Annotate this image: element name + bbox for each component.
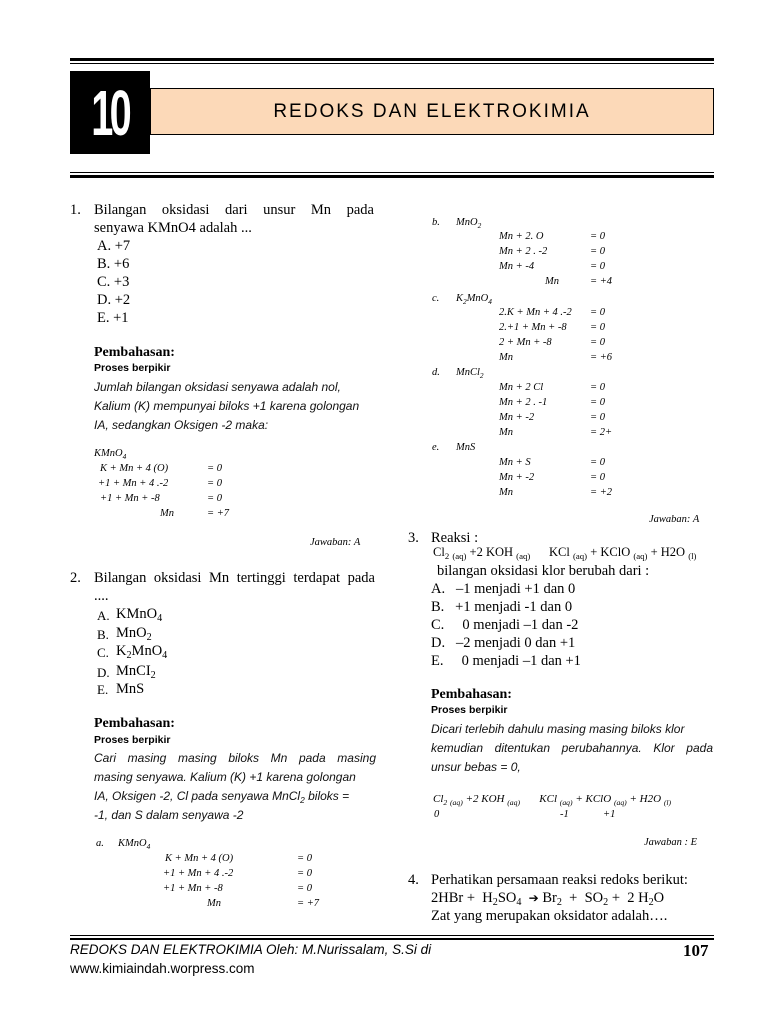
page-number: 107 — [683, 941, 709, 960]
q2-b-line2-left: Mn + 2 . -2 — [499, 246, 548, 257]
q3-expl-line1: Dicari terlebih dahulu masing masing biloks klor — [431, 722, 685, 736]
q3-option-e: E. 0 menjadi –1 dan +1 — [431, 653, 581, 669]
q2-d-label: d. — [432, 367, 440, 378]
q1-proses-label: Proses berpikir — [94, 362, 171, 374]
q2-a-line4-left: Mn — [207, 898, 221, 909]
q2-a-line1-right: = 0 — [297, 853, 312, 864]
q2-e-title: MnS — [456, 442, 476, 453]
q2-number: 2. — [70, 570, 81, 586]
q3-text-line1: Reaksi : — [431, 530, 479, 546]
q2-expl-line2: masing senyawa. Kalium (K) +1 karena golongan — [94, 770, 356, 784]
chapter-title: REDOKS DAN ELEKTROKIMIA — [150, 88, 714, 135]
q1-text-line1: Bilangan oksidasi dari unsur Mn pada — [94, 202, 374, 218]
q2-d-line2-right: = 0 — [590, 397, 605, 408]
q1-work-line2-left: +1 + Mn + 4 .-2 — [98, 478, 169, 489]
q1-text-line2: senyawa KMnO4 adalah ... — [94, 220, 252, 236]
q1-option-a: A. +7 — [97, 238, 131, 254]
q1-work-line1-left: K + Mn + 4 (O) — [100, 463, 169, 474]
q2-b-line1-right: = 0 — [590, 231, 605, 242]
q2-expl-line4: -1, dan S dalam senyawa -2 — [94, 808, 244, 822]
q4-text-line2: Zat yang merupakan oksidator adalah…. — [431, 908, 668, 924]
q4-reaction: $2HBr + H_2SO_4$ ➔ $Br_2 + SO_2 + 2$ $H_2O$ — [431, 890, 665, 908]
header-rule-bottom-thin — [70, 172, 714, 173]
q3-text-line2: bilangan oksidasi klor berubah dari : — [437, 563, 650, 579]
q2-e-line2-left: Mn + -2 — [499, 472, 535, 483]
q2-b-line2-right: = 0 — [590, 246, 605, 257]
q2-expl-line1: Cari masing masing biloks Mn pada masing — [94, 751, 376, 765]
q2-e-line1-right: = 0 — [590, 457, 605, 468]
q2-text-line1: Bilangan oksidasi Mn tertinggi terdapat pada — [94, 570, 375, 586]
q2-e-line3-left: Mn — [499, 487, 513, 498]
q3-option-b: B. +1 menjadi -1 dan 0 — [431, 599, 573, 615]
footer-website: www.kimiaindah.worpress.com — [70, 961, 255, 976]
footer-rule — [70, 935, 714, 936]
q2-a-line3-left: +1 + Mn + -8 — [163, 883, 223, 894]
q4-text-line1: Perhatikan persamaan reaksi redoks berikut: — [431, 872, 688, 888]
q1-expl-line1: Jumlah bilangan oksidasi senyawa adalah nol, — [94, 380, 341, 394]
q1-option-b: B. +6 — [97, 256, 130, 272]
q2-pembahasan-heading: Pembahasan: — [94, 716, 175, 731]
q2-proses-label: Proses berpikir — [94, 734, 171, 746]
q2-a-line2-right: = 0 — [297, 868, 312, 879]
q2-d-line1-right: = 0 — [590, 382, 605, 393]
q1-work-title: KMnO$_4$ — [94, 448, 127, 461]
q3-option-c: C. 0 menjadi –1 dan -2 — [431, 617, 579, 633]
header-rule-bottom — [70, 175, 714, 178]
q2-b-line3-left: Mn + -4 — [499, 261, 535, 272]
q2-option-b-letter: B. — [97, 627, 109, 642]
q2-c-line1-right: = 0 — [590, 307, 605, 318]
q3-eq-line: $Cl_2$ $_{(aq)}$ +2 KOH $_{(aq)}$ KCl $_{(aq)}$ + KClO $_{(aq)}$ + H2O $_{(l)}$ — [433, 793, 672, 807]
q2-b-title: MnO$_2$ — [456, 217, 482, 230]
q2-option-c-value: $K_2MnO_4$ — [116, 643, 168, 661]
q2-c-title: $K_2MnO_4$ — [456, 293, 492, 306]
q2-d-line4-right: = 2+ — [590, 427, 613, 438]
q1-work-line3-right: = 0 — [207, 493, 222, 504]
q1-expl-line3: IA, sedangkan Oksigen -2 maka: — [94, 418, 269, 432]
q2-c-line3-right: = 0 — [590, 337, 605, 348]
q1-option-d: D. +2 — [97, 292, 131, 308]
q3-reaction: $Cl_2$ $_{(aq)}$ +2 KOH $_{(aq)}$ KCl $_{(aq)}$ + KClO $_{(aq)}$ + H2O $_{(l)}$ — [433, 545, 697, 561]
q1-work-line1-right: = 0 — [207, 463, 222, 474]
q2-c-line1-left: 2.K + Mn + 4 .-2 — [499, 307, 572, 318]
q4-number: 4. — [408, 872, 419, 888]
arrow-right-icon: ➔ — [528, 891, 539, 905]
q3-proses-label: Proses berpikir — [431, 704, 508, 716]
q1-work-line2-right: = 0 — [207, 478, 222, 489]
q2-d-line3-left: Mn + -2 — [499, 412, 535, 423]
q3-number: 3. — [408, 530, 419, 546]
q1-work-line3-left: +1 + Mn + -8 — [100, 493, 160, 504]
q2-e-line2-right: = 0 — [590, 472, 605, 483]
q3-pembahasan-heading: Pembahasan: — [431, 687, 512, 702]
q2-e-label: e. — [432, 442, 440, 453]
header-rule-top-thin — [70, 63, 714, 64]
q2-option-a-value: KMnO$_4$ — [116, 606, 163, 624]
q1-work-line4-right: = +7 — [207, 508, 230, 519]
q2-b-line4-left: Mn — [545, 276, 559, 287]
q2-c-line3-left: 2 + Mn + -8 — [499, 337, 552, 348]
q2-b-line3-right: = 0 — [590, 261, 605, 272]
q2-e-line1-left: Mn + S — [499, 457, 531, 468]
q2-b-line1-left: Mn + 2. O — [499, 231, 544, 242]
q2-option-d-letter: D. — [97, 665, 110, 680]
q1-number: 1. — [70, 202, 81, 218]
q2-d-line2-left: Mn + 2 . -1 — [499, 397, 548, 408]
q2-answer: Jawaban: A — [649, 514, 700, 525]
q1-pembahasan-heading: Pembahasan: — [94, 345, 175, 360]
q2-e-line3-right: = +2 — [590, 487, 613, 498]
q2-b-line4-right: = +4 — [590, 276, 613, 287]
q2-d-line3-right: = 0 — [590, 412, 605, 423]
q1-answer: Jawaban: A — [310, 537, 361, 548]
q3-ox-state-cl2: 0 — [434, 809, 440, 820]
q2-c-line4-left: Mn — [499, 352, 513, 363]
q2-a-line1-left: K + Mn + 4 (O) — [165, 853, 234, 864]
q2-a-line4-right: = +7 — [297, 898, 320, 909]
q2-b-label: b. — [432, 217, 440, 228]
q2-a-label: a. — [96, 838, 104, 849]
q2-d-line1-left: Mn + 2 Cl — [499, 382, 544, 393]
q1-option-e: E. +1 — [97, 310, 129, 326]
q2-text-line2: .... — [94, 588, 109, 604]
q3-expl-line2: kemudian ditentukan perubahannya. Klor pada — [431, 741, 713, 755]
header-rule-top — [70, 58, 714, 61]
q2-option-e-value: MnS — [116, 681, 145, 697]
q3-option-d: D. –2 menjadi 0 dan +1 — [431, 635, 576, 651]
q1-expl-line2: Kalium (K) mempunyai biloks +1 karena golongan — [94, 399, 360, 413]
q2-a-title: KMnO$_4$ — [118, 838, 151, 851]
q2-option-a-letter: A. — [97, 608, 110, 623]
q3-expl-line3: unsur bebas = 0, — [431, 760, 521, 774]
q2-a-line3-right: = 0 — [297, 883, 312, 894]
q2-d-title: MnCl$_2$ — [456, 367, 484, 380]
q3-answer: Jawaban : E — [644, 837, 698, 848]
q1-option-c: C. +3 — [97, 274, 130, 290]
q3-ox-state-kcl: -1 — [560, 809, 569, 820]
footer-credit: REDOKS DAN ELEKTROKIMIA Oleh: M.Nurissalam, S.Si di — [70, 942, 432, 957]
q3-ox-state-kclo: +1 — [603, 809, 616, 820]
q2-c-line2-right: = 0 — [590, 322, 605, 333]
q2-c-label: c. — [432, 293, 440, 304]
q2-option-c-letter: C. — [97, 645, 109, 660]
q2-c-line2-left: 2.+1 + Mn + -8 — [499, 322, 567, 333]
q2-d-line4-left: Mn — [499, 427, 513, 438]
q2-option-d-value: MnCI$_2$ — [116, 663, 156, 681]
q2-expl-line3: IA, Oksigen -2, Cl pada senyawa MnCl$_2$ biloks = — [94, 789, 350, 805]
chapter-number: 10 — [70, 71, 150, 154]
q2-option-e-letter: E. — [97, 682, 109, 697]
q3-option-a: A. –1 menjadi +1 dan 0 — [431, 581, 576, 597]
q1-work-line4-left: Mn — [160, 508, 174, 519]
q2-option-b-value: MnO$_2$ — [116, 625, 152, 643]
footer-rule-thick — [70, 938, 714, 940]
q2-c-line4-right: = +6 — [590, 352, 613, 363]
q2-a-line2-left: +1 + Mn + 4 .-2 — [163, 868, 234, 879]
